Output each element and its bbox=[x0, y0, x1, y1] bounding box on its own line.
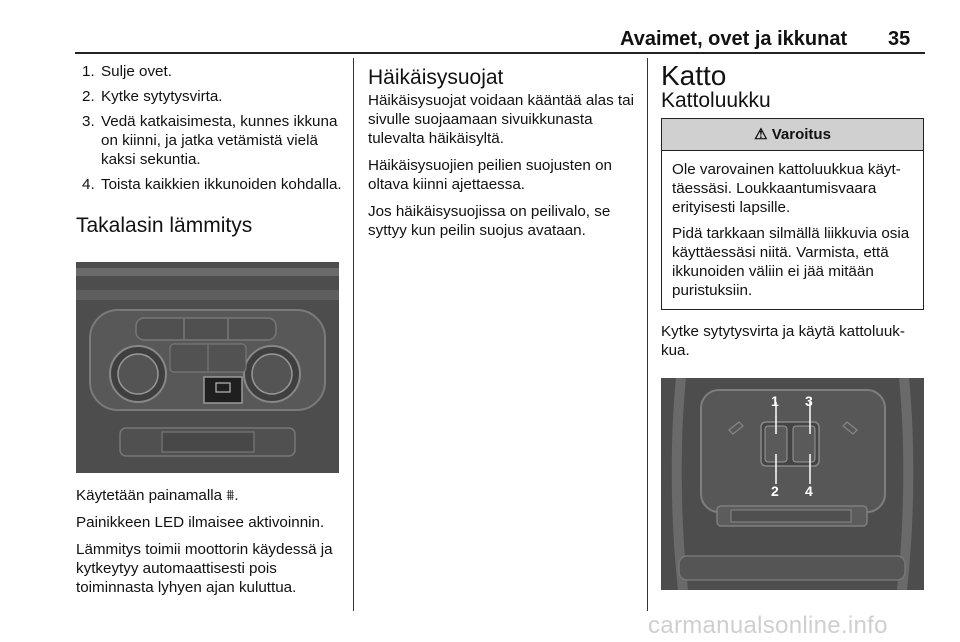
callout-1: 1 bbox=[771, 393, 779, 409]
step-text: Sulje ovet. bbox=[101, 63, 172, 80]
sun-visor-paragraph-3: Jos häikäisysuojissa on peilivalo, se syttyy kun peilin suojus avataan. bbox=[368, 203, 611, 239]
rear-window-heating-text bbox=[76, 486, 346, 605]
roof-console-drawing bbox=[661, 378, 924, 590]
led-paragraph: Painikkeen LED ilmaisee aktivoinnin. bbox=[76, 514, 325, 531]
middle-column bbox=[368, 68, 638, 248]
left-column bbox=[76, 62, 342, 235]
right-column bbox=[661, 60, 924, 368]
header-rule bbox=[75, 52, 925, 54]
sun-visor-paragraph-1: Häikäisysuojat voidaan kääntää alas tai sivulle suojaamaan sivuikkunasta tulevalta häikäisyltä. bbox=[368, 92, 634, 147]
warning-triangle-icon: ⚠ bbox=[754, 126, 768, 143]
sun-visor-paragraph-2: Häikäisysuojien peilien suojusten on oltava kiinni ajettaessa. bbox=[368, 157, 612, 193]
warning-box bbox=[661, 118, 924, 310]
usage-paragraph: Käytetään painamalla ⩩. bbox=[76, 487, 239, 504]
section-heading-sun-visors: Häikäisysuojat bbox=[368, 66, 504, 89]
rear-window-heating-illustration bbox=[76, 262, 339, 473]
climate-panel-drawing bbox=[76, 262, 339, 473]
callout-2: 2 bbox=[771, 483, 779, 499]
page-header-title: Avaimet, ovet ja ikkunat bbox=[620, 28, 848, 50]
section-heading-rear-window-heating: Takalasin lämmitys bbox=[76, 214, 253, 237]
step-item bbox=[76, 62, 342, 81]
callout-4: 4 bbox=[805, 483, 813, 499]
section-heading-sunroof: Kattoluukku bbox=[661, 89, 771, 112]
auto-off-paragraph: Lämmitys toimii moottorin käydessä ja kytkeytyy automaattisesti pois toiminnasta lyhyen ajan kuluttua. bbox=[76, 541, 333, 596]
warning-header bbox=[662, 119, 923, 151]
warning-title: Varoitus bbox=[771, 126, 831, 143]
step-text: Toista kaikkien ikkunoiden kohdalla. bbox=[101, 176, 342, 193]
window-close-steps bbox=[76, 62, 342, 194]
page-number: 35 bbox=[888, 28, 911, 50]
watermark: carmanualsonline.info bbox=[648, 612, 888, 639]
step-text: Kytke sytytysvirta. bbox=[101, 88, 223, 105]
step-item bbox=[76, 175, 342, 194]
step-number: 4. bbox=[82, 176, 95, 193]
sunroof-switch-illustration bbox=[661, 378, 924, 590]
step-item bbox=[76, 112, 342, 169]
sunroof-operate-paragraph: Kytke sytytysvirta ja käytä kattoluukkua. bbox=[661, 323, 905, 359]
step-number: 1. bbox=[82, 63, 95, 80]
step-item bbox=[76, 87, 342, 106]
step-number: 3. bbox=[82, 113, 95, 130]
column-divider-1 bbox=[353, 58, 354, 611]
warning-paragraph-2: Pidä tarkkaan silmällä liikkuvia osia käyttäessäsi niitä. Varmista, että ikkunoiden väliin ei jää mitään puristuksiin. bbox=[672, 225, 910, 299]
column-divider-2 bbox=[647, 58, 648, 611]
step-text: Vedä katkaisimesta, kunnes ikkuna on kiinni, ja jatka vetämistä vielä kaksi sekuntia. bbox=[101, 113, 338, 168]
warning-paragraph-1: Ole varovainen kattoluukkua käyttäessäsi. Loukkaantumisvaara erityisesti lapsille. bbox=[672, 161, 901, 216]
step-number: 2. bbox=[82, 88, 95, 105]
warning-body bbox=[662, 151, 923, 309]
chapter-heading-roof: Katto bbox=[661, 60, 727, 91]
callout-3: 3 bbox=[805, 393, 813, 409]
